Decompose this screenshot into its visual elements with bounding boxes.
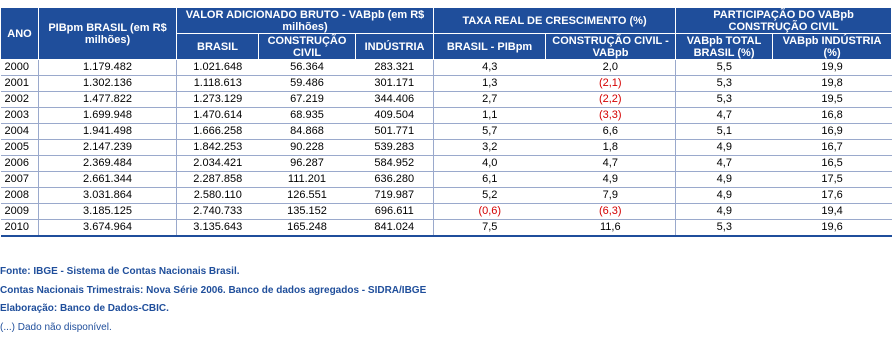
header-participacao-group: PARTICIPAÇÃO DO VABpb CONSTRUÇÃO CIVIL bbox=[676, 8, 892, 34]
cell-part-industria: 16,9 bbox=[773, 124, 892, 140]
cell-ano: 2008 bbox=[1, 188, 39, 204]
cell-vab-brasil: 1.021.648 bbox=[177, 60, 259, 76]
cell-ano: 2007 bbox=[1, 172, 39, 188]
table-row bbox=[1, 156, 892, 172]
cell-pib: 2.661.344 bbox=[39, 172, 177, 188]
cell-part-brasil: 4,9 bbox=[676, 140, 773, 156]
cell-vab-construcao: 68.935 bbox=[259, 108, 356, 124]
cell-part-industria: 17,6 bbox=[773, 188, 892, 204]
cell-taxa-construcao: (2,1) bbox=[546, 76, 676, 92]
header-taxa-pib: BRASIL - PIBpm bbox=[434, 34, 546, 60]
cell-vab-construcao: 90.228 bbox=[259, 140, 356, 156]
cell-ano: 2009 bbox=[1, 204, 39, 220]
cell-vab-construcao: 135.152 bbox=[259, 204, 356, 220]
cell-part-industria: 19,5 bbox=[773, 92, 892, 108]
cell-vab-industria: 409.504 bbox=[356, 108, 434, 124]
cell-taxa-construcao: (2,2) bbox=[546, 92, 676, 108]
cell-taxa-construcao: (6,3) bbox=[546, 204, 676, 220]
cell-vab-industria: 344.406 bbox=[356, 92, 434, 108]
table-row bbox=[1, 60, 892, 76]
header-pib: PIBpm BRASIL (em R$ milhões) bbox=[39, 8, 177, 60]
cell-ano: 2004 bbox=[1, 124, 39, 140]
cell-vab-construcao: 165.248 bbox=[259, 220, 356, 237]
cell-pib: 3.031.864 bbox=[39, 188, 177, 204]
table-row bbox=[1, 220, 892, 237]
header-vab-construcao: CONSTRUÇÃO CIVIL bbox=[259, 34, 356, 60]
note-nd: (...) Dado não disponível. bbox=[0, 319, 426, 337]
cell-part-industria: 19,4 bbox=[773, 204, 892, 220]
cell-vab-brasil: 1.118.613 bbox=[177, 76, 259, 92]
cell-pib: 3.674.964 bbox=[39, 220, 177, 237]
cell-vab-construcao: 126.551 bbox=[259, 188, 356, 204]
cell-part-industria: 19,6 bbox=[773, 220, 892, 237]
cell-part-industria: 19,9 bbox=[773, 60, 892, 76]
cell-vab-construcao: 84.868 bbox=[259, 124, 356, 140]
table-row bbox=[1, 124, 892, 140]
cell-vab-brasil: 2.287.858 bbox=[177, 172, 259, 188]
cell-ano: 2006 bbox=[1, 156, 39, 172]
cell-vab-brasil: 2.034.421 bbox=[177, 156, 259, 172]
cell-taxa-pib: 5,2 bbox=[434, 188, 546, 204]
cell-vab-brasil: 3.135.643 bbox=[177, 220, 259, 237]
cell-taxa-pib: 4,3 bbox=[434, 60, 546, 76]
cell-vab-brasil: 2.580.110 bbox=[177, 188, 259, 204]
cell-pib: 2.147.239 bbox=[39, 140, 177, 156]
cell-pib: 1.699.948 bbox=[39, 108, 177, 124]
notes bbox=[0, 263, 426, 337]
cell-part-industria: 16,8 bbox=[773, 108, 892, 124]
cell-part-industria: 19,8 bbox=[773, 76, 892, 92]
table-row bbox=[1, 108, 892, 124]
cell-part-brasil: 4,9 bbox=[676, 188, 773, 204]
cell-vab-industria: 301.171 bbox=[356, 76, 434, 92]
data-table bbox=[0, 7, 892, 237]
cell-part-brasil: 4,7 bbox=[676, 156, 773, 172]
cell-vab-brasil: 1.842.253 bbox=[177, 140, 259, 156]
table-row bbox=[1, 92, 892, 108]
cell-pib: 1.477.822 bbox=[39, 92, 177, 108]
cell-part-brasil: 5,1 bbox=[676, 124, 773, 140]
cell-vab-brasil: 1.666.258 bbox=[177, 124, 259, 140]
cell-pib: 1.302.136 bbox=[39, 76, 177, 92]
cell-pib: 2.369.484 bbox=[39, 156, 177, 172]
cell-taxa-pib: 2,7 bbox=[434, 92, 546, 108]
cell-part-brasil: 5,5 bbox=[676, 60, 773, 76]
header-vab-group: VALOR ADICIONADO BRUTO - VABpb (em R$ milhões) bbox=[177, 8, 434, 34]
cell-taxa-pib: (0,6) bbox=[434, 204, 546, 220]
cell-taxa-construcao: 4,9 bbox=[546, 172, 676, 188]
note-contas: Contas Nacionais Trimestrais: Nova Série 2006. Banco de dados agregados - SIDRA/IBGE bbox=[0, 282, 426, 301]
cell-taxa-pib: 1,1 bbox=[434, 108, 546, 124]
table-body bbox=[1, 60, 892, 237]
table-row bbox=[1, 188, 892, 204]
cell-taxa-construcao: 4,7 bbox=[546, 156, 676, 172]
header-part-industria: VABpb INDÚSTRIA (%) bbox=[773, 34, 892, 60]
top-edge bbox=[0, 0, 895, 2]
cell-taxa-construcao: 6,6 bbox=[546, 124, 676, 140]
cell-taxa-pib: 4,0 bbox=[434, 156, 546, 172]
cell-ano: 2002 bbox=[1, 92, 39, 108]
cell-vab-construcao: 96.287 bbox=[259, 156, 356, 172]
cell-ano: 2003 bbox=[1, 108, 39, 124]
cell-ano: 2005 bbox=[1, 140, 39, 156]
cell-vab-industria: 841.024 bbox=[356, 220, 434, 237]
cell-taxa-construcao: 2,0 bbox=[546, 60, 676, 76]
header-vab-industria: INDÚSTRIA bbox=[356, 34, 434, 60]
cell-taxa-pib: 7,5 bbox=[434, 220, 546, 237]
cell-vab-construcao: 111.201 bbox=[259, 172, 356, 188]
cell-part-brasil: 4,9 bbox=[676, 172, 773, 188]
note-fonte: Fonte: IBGE - Sistema de Contas Nacionais Brasil. bbox=[0, 263, 426, 282]
cell-taxa-pib: 5,7 bbox=[434, 124, 546, 140]
table-row bbox=[1, 76, 892, 92]
cell-part-brasil: 5,3 bbox=[676, 220, 773, 237]
cell-part-industria: 16,5 bbox=[773, 156, 892, 172]
cell-vab-industria: 584.952 bbox=[356, 156, 434, 172]
cell-part-brasil: 5,3 bbox=[676, 92, 773, 108]
header-part-brasil: VABpb TOTAL BRASIL (%) bbox=[676, 34, 773, 60]
cell-vab-industria: 696.611 bbox=[356, 204, 434, 220]
cell-vab-industria: 501.771 bbox=[356, 124, 434, 140]
cell-taxa-construcao: 1,8 bbox=[546, 140, 676, 156]
cell-taxa-construcao: 7,9 bbox=[546, 188, 676, 204]
cell-vab-industria: 283.321 bbox=[356, 60, 434, 76]
cell-part-brasil: 5,3 bbox=[676, 76, 773, 92]
note-elaboracao: Elaboração: Banco de Dados-CBIC. bbox=[0, 300, 426, 319]
cell-pib: 1.941.498 bbox=[39, 124, 177, 140]
cell-taxa-pib: 1,3 bbox=[434, 76, 546, 92]
cell-ano: 2001 bbox=[1, 76, 39, 92]
cell-vab-industria: 539.283 bbox=[356, 140, 434, 156]
cell-vab-brasil: 2.740.733 bbox=[177, 204, 259, 220]
cell-vab-brasil: 1.470.614 bbox=[177, 108, 259, 124]
cell-pib: 3.185.125 bbox=[39, 204, 177, 220]
header-vab-brasil: BRASIL bbox=[177, 34, 259, 60]
header-ano: ANO bbox=[1, 8, 39, 60]
cell-taxa-pib: 6,1 bbox=[434, 172, 546, 188]
cell-part-brasil: 4,7 bbox=[676, 108, 773, 124]
cell-ano: 2000 bbox=[1, 60, 39, 76]
cell-vab-construcao: 67.219 bbox=[259, 92, 356, 108]
cell-vab-construcao: 59.486 bbox=[259, 76, 356, 92]
table-row bbox=[1, 204, 892, 220]
cell-ano: 2010 bbox=[1, 220, 39, 237]
cell-vab-industria: 719.987 bbox=[356, 188, 434, 204]
table-row bbox=[1, 172, 892, 188]
cell-part-industria: 17,5 bbox=[773, 172, 892, 188]
cell-vab-brasil: 1.273.129 bbox=[177, 92, 259, 108]
cell-taxa-pib: 3,2 bbox=[434, 140, 546, 156]
cell-taxa-construcao: 11,6 bbox=[546, 220, 676, 237]
cell-vab-construcao: 56.364 bbox=[259, 60, 356, 76]
cell-part-industria: 16,7 bbox=[773, 140, 892, 156]
header-taxa-group: TAXA REAL DE CRESCIMENTO (%) bbox=[434, 8, 676, 34]
cell-vab-industria: 636.280 bbox=[356, 172, 434, 188]
cell-pib: 1.179.482 bbox=[39, 60, 177, 76]
cell-part-brasil: 4,9 bbox=[676, 204, 773, 220]
cell-taxa-construcao: (3,3) bbox=[546, 108, 676, 124]
header-taxa-construcao: CONSTRUÇÃO CIVIL - VABpb bbox=[546, 34, 676, 60]
table-row bbox=[1, 140, 892, 156]
